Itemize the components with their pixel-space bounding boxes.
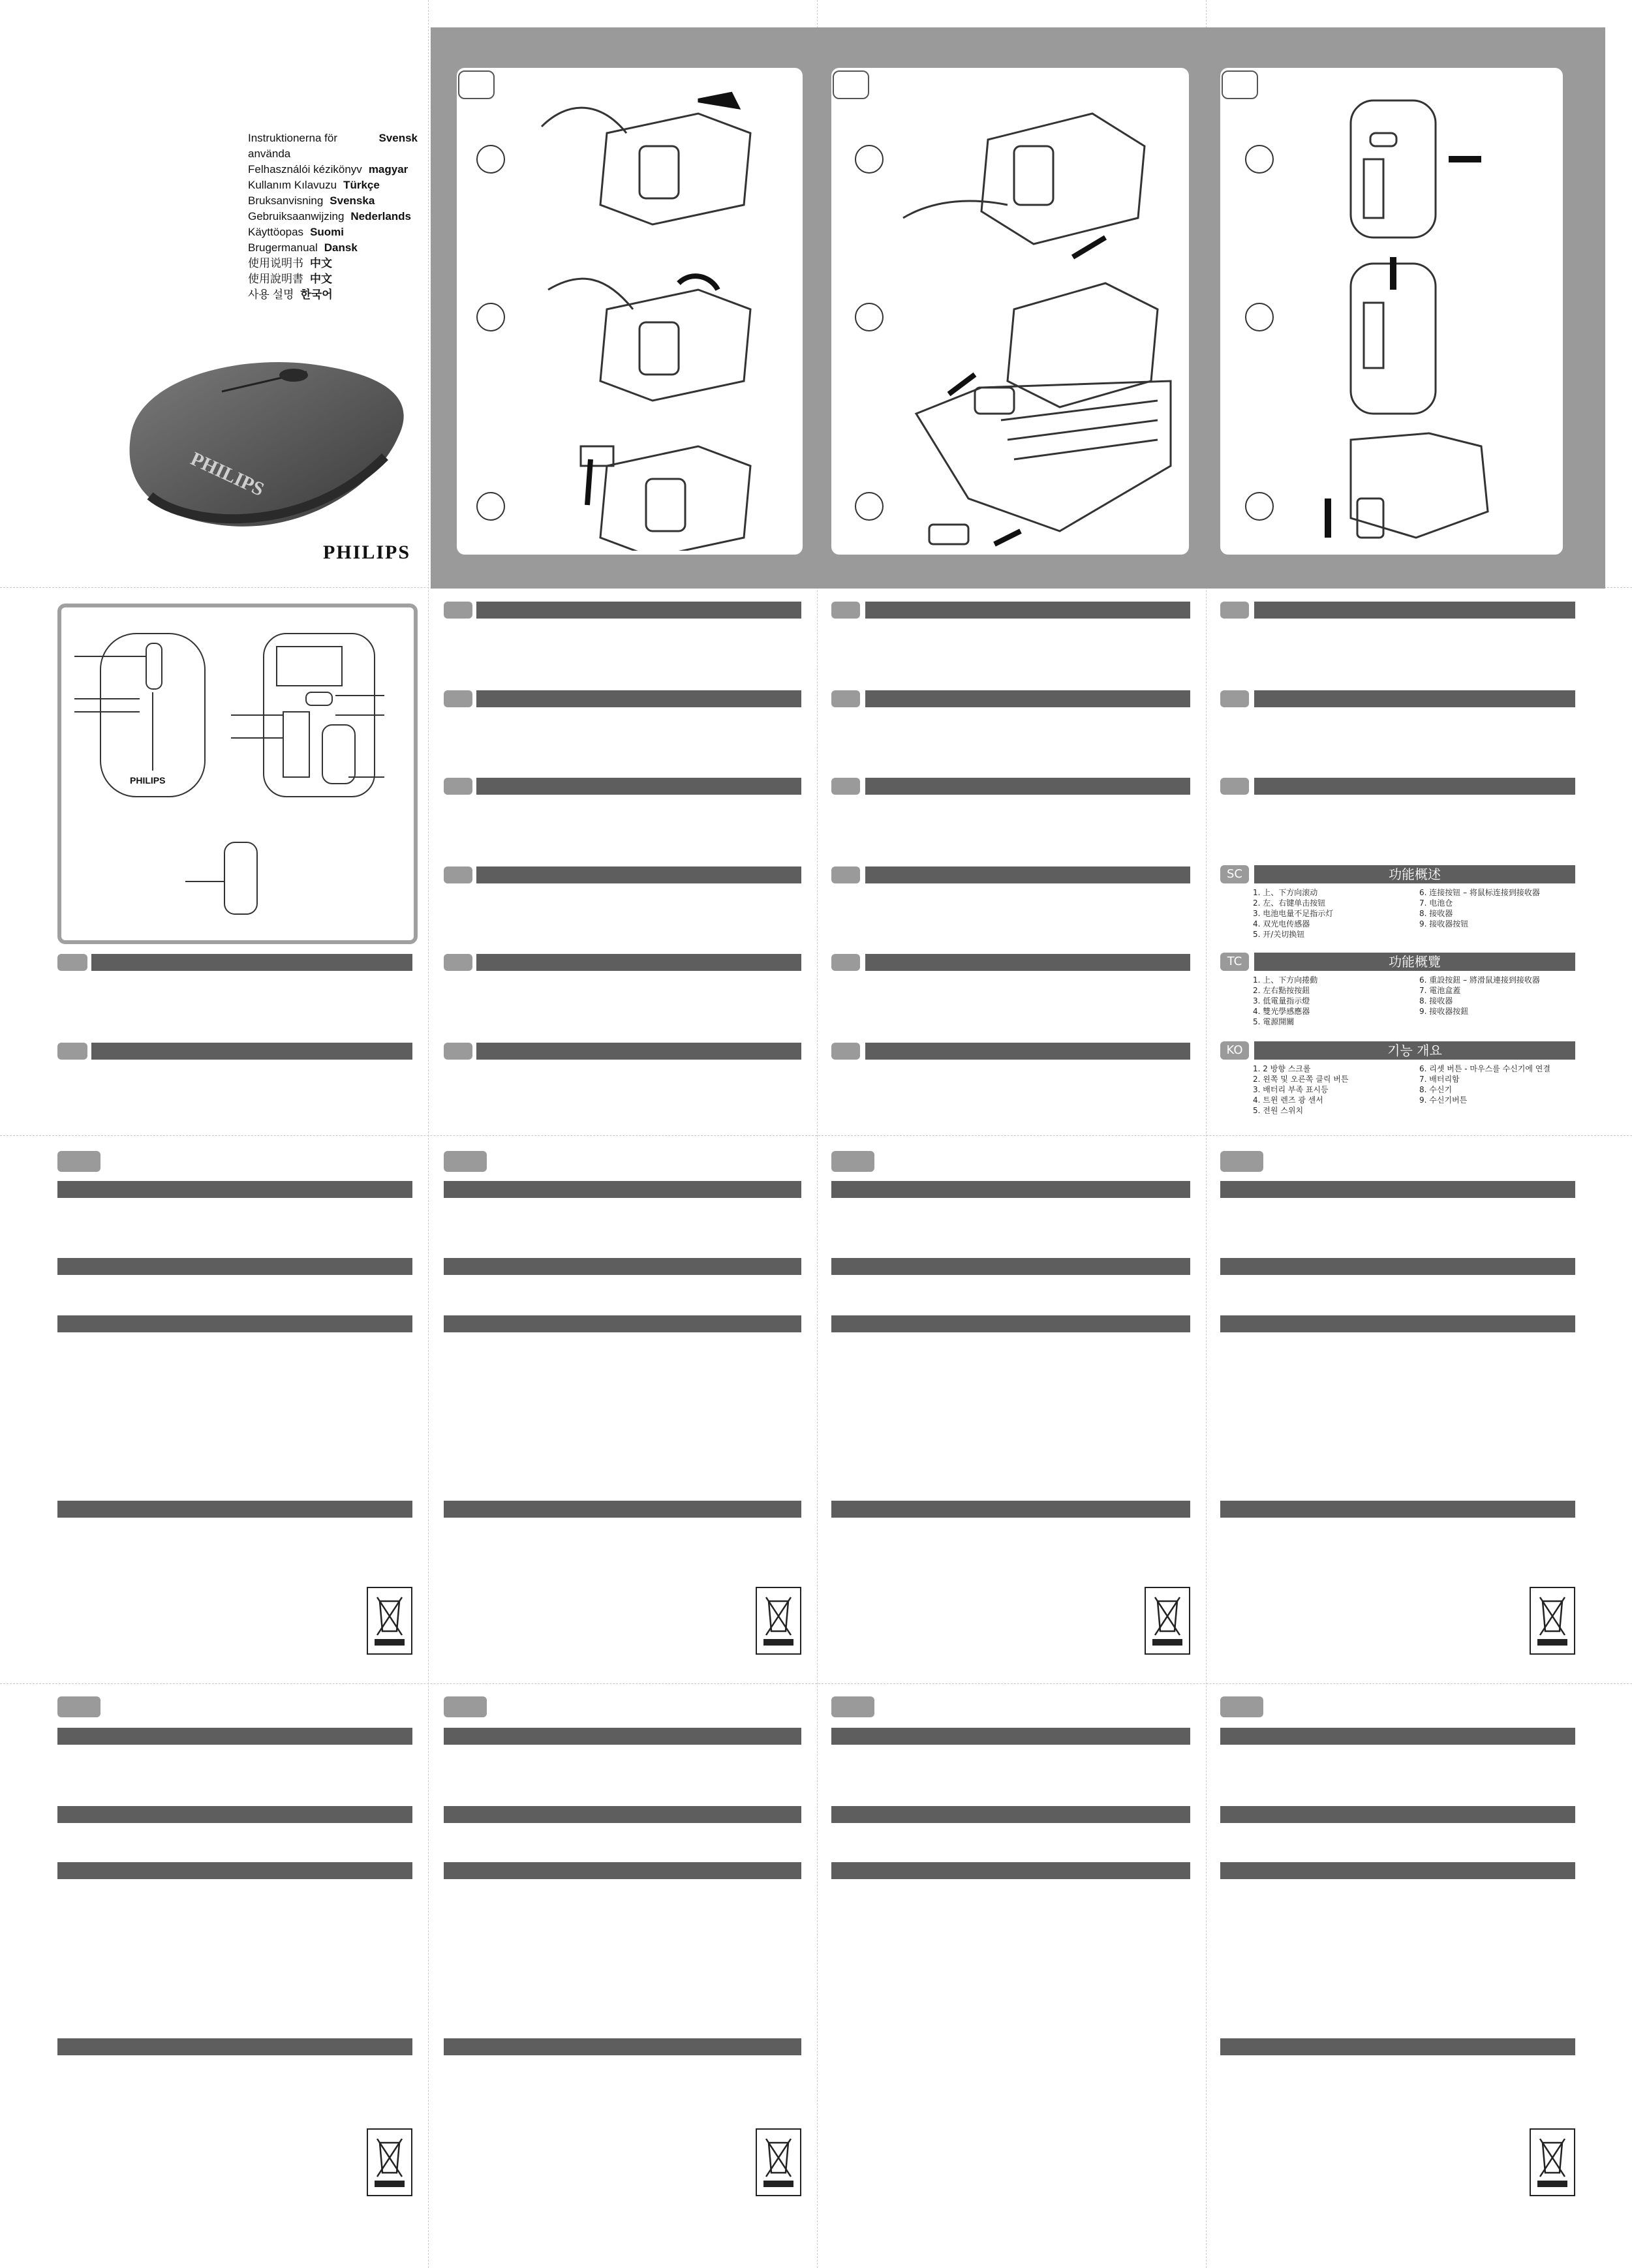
step-circle [476, 303, 505, 331]
section-header-bar [444, 1181, 801, 1198]
receiver-illustration [897, 74, 1184, 551]
language-item: 使用说明书 中文 [248, 257, 332, 269]
section-header-bar [831, 1501, 1190, 1518]
section-header-bar [476, 866, 801, 883]
language-tag [444, 1696, 487, 1717]
receiver-panel [831, 68, 1189, 555]
section-header-bar [444, 1862, 801, 1879]
mouse-product-image [111, 339, 418, 535]
language-tag [57, 1043, 87, 1060]
step-circle [855, 303, 884, 331]
section-header-bar [865, 602, 1190, 619]
section-header-bar [476, 954, 801, 971]
section-header-bar [1220, 1862, 1575, 1879]
language-tag [831, 602, 860, 619]
section-header-bar [476, 1043, 801, 1060]
language-tag [57, 954, 87, 971]
section-header-bar [444, 1315, 801, 1332]
fold-line [0, 1135, 1632, 1136]
section-header-bar [57, 2038, 412, 2055]
section-header-bar [865, 954, 1190, 971]
section-header-bar [57, 1501, 412, 1518]
language-tag [831, 866, 860, 883]
section-header-bar [57, 1181, 412, 1198]
section-header-bar [831, 1806, 1190, 1823]
section-header-bar [831, 1862, 1190, 1879]
mouse-parts-diagram [61, 607, 414, 940]
section-header-bar [91, 954, 412, 971]
connect-illustration [1286, 94, 1560, 551]
step-circle [855, 492, 884, 521]
svg-text:PHILIPS: PHILIPS [130, 775, 166, 786]
fold-line [428, 0, 429, 2268]
section-header-bar [444, 1501, 801, 1518]
section-header-bar [57, 1806, 412, 1823]
language-tag [57, 1151, 100, 1172]
step-circle [1245, 492, 1274, 521]
section-header-bar [57, 1315, 412, 1332]
language-tag [831, 1151, 874, 1172]
section-header-bar [865, 778, 1190, 795]
section-header-bar [444, 1258, 801, 1275]
section-header-bar [91, 1043, 412, 1060]
section-header-bar [476, 778, 801, 795]
step-circle [1245, 303, 1274, 331]
feature-tag-ko: KO [1220, 1041, 1249, 1060]
language-tag [1220, 778, 1249, 795]
language-item: Kullanım Kılavuzu Türkçe [248, 179, 380, 191]
section-header-bar [1220, 2038, 1575, 2055]
battery-illustration [529, 74, 790, 551]
weee-icon [756, 2128, 801, 2196]
fold-line [0, 1683, 1632, 1684]
language-item: Gebruiksaanwijzing Nederlands [248, 210, 411, 222]
step-circle [855, 145, 884, 174]
feature-list-left: 1. 上、下方向捲動 2. 左右點按按鈕 3. 低電量指示燈 4. 雙光學感應器 5. 電源開關 [1253, 975, 1318, 1026]
section-header-bar [57, 1258, 412, 1275]
language-tag [1220, 602, 1249, 619]
section-header-bar [865, 1043, 1190, 1060]
section-header-bar [865, 690, 1190, 707]
step-circle [1245, 145, 1274, 174]
language-item: 사용 설명 한국어 [248, 288, 333, 301]
language-item: Bruksanvisning Svenska [248, 194, 375, 207]
section-header-bar [476, 690, 801, 707]
language-item: Felhasználói kézikönyv magyar [248, 163, 408, 176]
feature-title-ko: 기능 개요 [1254, 1041, 1575, 1060]
language-tag [1220, 1151, 1263, 1172]
section-header-bar [444, 2038, 801, 2055]
section-header-bar [1254, 602, 1575, 619]
section-header-bar [1254, 690, 1575, 707]
weee-icon [1530, 1587, 1575, 1655]
section-header-bar [1220, 1806, 1575, 1823]
language-item: Käyttöopas Suomi [248, 226, 345, 238]
language-tag [444, 1043, 472, 1060]
weee-icon [367, 1587, 412, 1655]
step-circle [476, 492, 505, 521]
section-header-bar [57, 1862, 412, 1879]
feature-list-left: 1. 上、下方向滚动 2. 左、右键单击按钮 3. 电池电量不足指示灯 4. 双光电传感器 5. 开/关切换钮 [1253, 888, 1334, 939]
language-tag [444, 602, 472, 619]
brand-logo: PHILIPS [323, 542, 411, 563]
language-tag [831, 1043, 860, 1060]
panel-tab [1222, 70, 1258, 99]
weee-icon [756, 1587, 801, 1655]
language-tag [57, 1696, 100, 1717]
language-item: Brugermanual Dansk [248, 241, 358, 254]
section-header-bar [476, 602, 801, 619]
language-tag [444, 866, 472, 883]
section-header-bar [1220, 1181, 1575, 1198]
language-tag [444, 778, 472, 795]
section-header-bar [1254, 778, 1575, 795]
feature-list-right: 6. 리셋 버튼 - 마우스를 수신기에 연결 7. 배터리함 8. 수신기 9. 수신기버튼 [1419, 1064, 1550, 1105]
section-header-bar [444, 1728, 801, 1745]
section-header-bar [1220, 1501, 1575, 1518]
language-tag [831, 778, 860, 795]
section-header-bar [865, 866, 1190, 883]
feature-list-left: 1. 2 방향 스크롤 2. 왼쪽 및 오른쪽 클릭 버튼 3. 배터리 부족 표시등 4. 트윈 렌즈 광 센서 5. 전원 스위치 [1253, 1064, 1349, 1115]
language-tag [831, 690, 860, 707]
panel-tab [833, 70, 869, 99]
svg-text:PHILIPS: PHILIPS [187, 448, 268, 501]
section-header-bar [831, 1258, 1190, 1275]
language-tag [831, 1696, 874, 1717]
step-circle [476, 145, 505, 174]
cover-language-list [248, 130, 418, 303]
section-header-bar [1220, 1728, 1575, 1745]
section-header-bar [831, 1315, 1190, 1332]
connect-panel [1220, 68, 1563, 555]
feature-list-right: 6. 重設按鈕 – 將滑鼠連接到接收器 7. 電池盒蓋 8. 接收器 9. 接收器按鈕 [1419, 975, 1540, 1016]
feature-title-sc: 功能概述 [1254, 865, 1575, 883]
section-header-bar [444, 1806, 801, 1823]
feature-title-tc: 功能概覽 [1254, 953, 1575, 971]
language-tag [444, 690, 472, 707]
language-tag [444, 1151, 487, 1172]
feature-list-right: 6. 连接按钮 – 将鼠标连接到接收器 7. 电池仓 8. 接收器 9. 接收器按钮 [1419, 888, 1540, 928]
language-item: 使用說明書 中文 [248, 273, 332, 285]
language-tag [1220, 690, 1249, 707]
section-header-bar [831, 1181, 1190, 1198]
section-header-bar [57, 1728, 412, 1745]
weee-icon [367, 2128, 412, 2196]
language-item: Instruktionerna för använda Svensk [248, 132, 418, 160]
language-tag [1220, 1696, 1263, 1717]
section-header-bar [1220, 1258, 1575, 1275]
section-header-bar [1220, 1315, 1575, 1332]
feature-tag-sc: SC [1220, 865, 1249, 883]
feature-tag-tc: TC [1220, 953, 1249, 971]
panel-tab [458, 70, 495, 99]
weee-icon [1145, 1587, 1190, 1655]
mouse-overview-diagram [57, 604, 418, 944]
section-header-bar [831, 1728, 1190, 1745]
install-battery-panel [457, 68, 803, 555]
language-tag [444, 954, 472, 971]
weee-icon [1530, 2128, 1575, 2196]
language-tag [831, 954, 860, 971]
